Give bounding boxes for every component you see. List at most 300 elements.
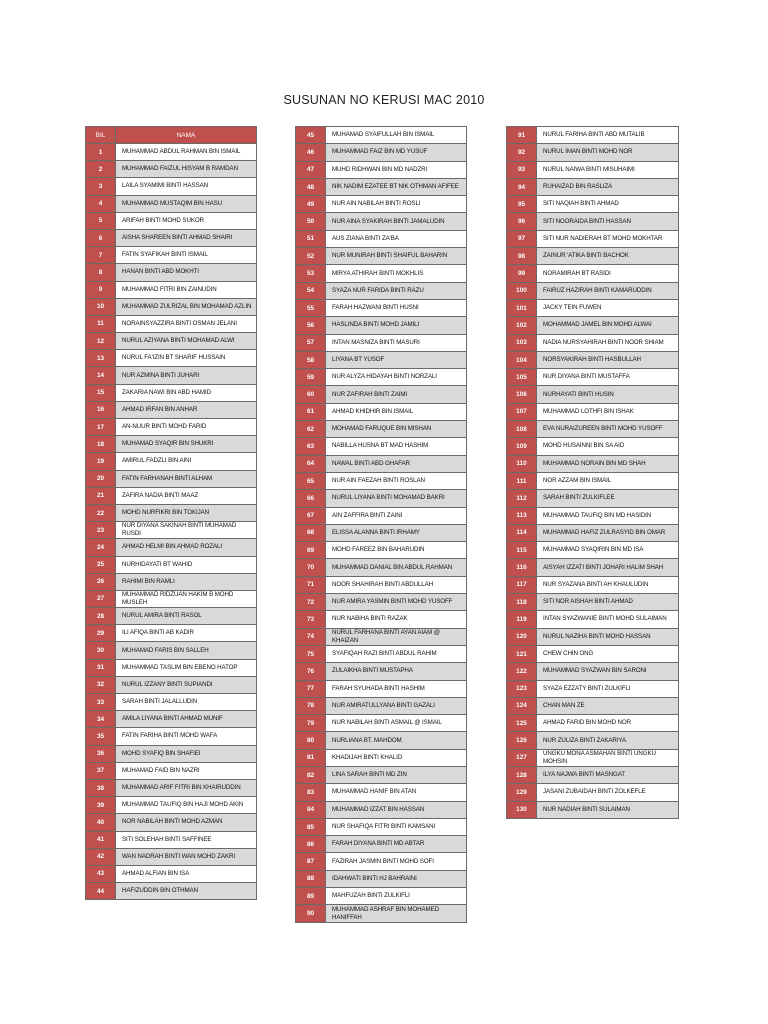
student-name: ELISSA ALANNA BINTI IRHAMY <box>326 524 467 541</box>
seat-number: 97 <box>507 230 537 247</box>
table-row <box>296 870 467 887</box>
table-row <box>86 315 257 332</box>
seat-number: 95 <box>507 196 537 213</box>
seat-number: 4 <box>86 195 116 212</box>
table-row <box>296 559 467 576</box>
table-row <box>296 334 467 351</box>
seat-number: 72 <box>296 594 326 611</box>
seat-table-3 <box>506 126 679 819</box>
seat-table-1 <box>85 126 257 900</box>
student-name: AHMAD IRFAN BIN ANHAR <box>116 401 257 418</box>
table-row <box>86 178 257 195</box>
table-row <box>507 455 679 472</box>
seat-number: 124 <box>507 697 537 714</box>
seat-number: 17 <box>86 419 116 436</box>
seat-number: 27 <box>86 590 116 607</box>
seat-number: 21 <box>86 487 116 504</box>
table-row <box>507 265 679 282</box>
student-name: NUR AMIRA YASMIN BINTI MOHD YUSOFF <box>326 594 467 611</box>
table-row <box>507 213 679 230</box>
student-name: MUHAMMAD FAIZUL HISYAM B RAMDAN <box>116 161 257 178</box>
table-row <box>296 732 467 749</box>
table-row <box>507 559 679 576</box>
table-row <box>86 745 257 762</box>
seat-number: 14 <box>86 367 116 384</box>
table-row <box>507 282 679 299</box>
seat-number: 59 <box>296 369 326 386</box>
table-row <box>86 865 257 882</box>
table-row <box>507 144 679 161</box>
table-row <box>86 797 257 814</box>
seat-number: 117 <box>507 576 537 593</box>
table-row <box>86 487 257 504</box>
table-row <box>507 611 679 628</box>
table-row <box>507 801 679 818</box>
student-name: NURUL NAZIHA BINTI MOHD HASSAN <box>537 628 679 645</box>
seat-number: 92 <box>507 144 537 161</box>
student-name: NURUL FARIHA BINTI ABD MUTALIB <box>537 127 679 144</box>
seat-number: 80 <box>296 732 326 749</box>
student-name: AHMAD KHIDHIR BIN ISMAIL <box>326 403 467 420</box>
student-name: ZULAIKHA BINTI MUSTAPHA <box>326 663 467 680</box>
header-nama: NAMA <box>116 127 257 144</box>
seat-number: 74 <box>296 628 326 645</box>
student-name: IDAHWATI BINTI HJ BAHRAINI <box>326 870 467 887</box>
seat-number: 12 <box>86 333 116 350</box>
student-name: NURUL LIYANA BINTI MOHAMAD BAKRI <box>326 490 467 507</box>
table-row <box>296 888 467 905</box>
student-name: NADIA NURSYAHIRAH BINTI NOOR SHIAM <box>537 334 679 351</box>
student-name: ZAINUR 'ATIKA BINTI BACHOK <box>537 248 679 265</box>
table-row <box>296 784 467 801</box>
table-row <box>507 490 679 507</box>
table-row <box>296 386 467 403</box>
student-name: NUR SYAZANA BINTI AH KHAULUDIN <box>537 576 679 593</box>
seat-number: 88 <box>296 870 326 887</box>
table-row <box>296 127 467 144</box>
student-name: FAZIRAH JASMIN BINTI MOHD SOFI <box>326 853 467 870</box>
student-name: FATIN FARHANAH BINTI ALHAM <box>116 470 257 487</box>
student-name: MOHD NURFIKRI BIN TOKIJAN <box>116 504 257 521</box>
table-row <box>296 248 467 265</box>
student-name: MUHAMMAD RIDZUAN HAKIM B MOHD MUSLEH <box>116 590 257 607</box>
table-row <box>86 144 257 161</box>
seat-number: 112 <box>507 490 537 507</box>
seat-number: 69 <box>296 542 326 559</box>
student-name: MUHAMMAD ABDUL RAHMAN BIN ISMAIL <box>116 144 257 161</box>
student-name: NURUL FARHANA BINTI AYAN AIAM @ KHAIZAN <box>326 628 467 645</box>
student-name: NUR AZMINA BINTI JUHARI <box>116 367 257 384</box>
seat-number: 85 <box>296 818 326 835</box>
student-name: NURHAYATI BINTI HUSIN <box>537 386 679 403</box>
student-name: RAHIMI BIN RAMLI <box>116 573 257 590</box>
seat-number: 102 <box>507 317 537 334</box>
seat-number: 24 <box>86 539 116 556</box>
student-name: CHAN MAN ZE <box>537 697 679 714</box>
table-row <box>86 608 257 625</box>
seat-number: 116 <box>507 559 537 576</box>
seat-number: 50 <box>296 213 326 230</box>
student-name: SITI SOLEHAH BINTI SAFFINEE <box>116 831 257 848</box>
student-name: JASANI ZUBAIDAH BINTI ZOLKEFLE <box>537 784 679 801</box>
student-name: AMIRUL FADZLI BIN AINI <box>116 453 257 470</box>
table-row <box>296 161 467 178</box>
table-row <box>507 334 679 351</box>
seat-number: 90 <box>296 905 326 922</box>
seat-number: 56 <box>296 317 326 334</box>
table-row <box>86 401 257 418</box>
table-row <box>86 470 257 487</box>
student-name: SYAFIQAH RAZI BINTI ABDUL RAHIM <box>326 645 467 662</box>
student-name: MUHAMAD FARIS BIN SALLEH <box>116 642 257 659</box>
student-name: INTAN MASNIZA BINTI MASURI <box>326 334 467 351</box>
seat-number: 77 <box>296 680 326 697</box>
table-row <box>296 265 467 282</box>
seat-number: 11 <box>86 315 116 332</box>
seat-number: 28 <box>86 608 116 625</box>
table-row <box>296 766 467 783</box>
student-name: NURUL FA'IZIN BT SHARIF HUSSAIN <box>116 350 257 367</box>
student-name: SITI NOR AISHAH BINTI AHMAD <box>537 594 679 611</box>
student-name: MOHD SYAFIQ BIN SHAFIEI <box>116 745 257 762</box>
student-name: ZAFIRA NADIA BINTI MAAZ <box>116 487 257 504</box>
student-name: NUR ZAFIRAH BINTI ZAIMI <box>326 386 467 403</box>
table-row <box>86 453 257 470</box>
table-row <box>507 732 679 749</box>
student-name: ARIFAH BINTI MOHD SUKOR <box>116 212 257 229</box>
table-row <box>86 556 257 573</box>
student-name: NURUL AZIYANA BINTI MOHAMAD ALWI <box>116 333 257 350</box>
seat-number: 71 <box>296 576 326 593</box>
table-row <box>86 298 257 315</box>
table-row <box>86 762 257 779</box>
student-name: MUHAMMAD LOTHFI BIN ISHAK <box>537 403 679 420</box>
seat-number: 61 <box>296 403 326 420</box>
table-row <box>507 594 679 611</box>
seat-number: 109 <box>507 438 537 455</box>
table-row <box>507 299 679 316</box>
seat-table-2 <box>295 126 467 923</box>
table-row <box>86 333 257 350</box>
seat-number: 65 <box>296 472 326 489</box>
student-name: LINA SARAH BINTI MD ZIN <box>326 766 467 783</box>
table-row <box>296 455 467 472</box>
table-row <box>86 195 257 212</box>
seat-number: 37 <box>86 762 116 779</box>
seat-number: 76 <box>296 663 326 680</box>
student-name: MUHAMAD SYAQIR BIN SHUKRI <box>116 436 257 453</box>
seat-number: 113 <box>507 507 537 524</box>
table-row <box>86 384 257 401</box>
table-row <box>86 212 257 229</box>
student-name: MOHAMMAD JAMEL BIN MOHD ALWAI <box>537 317 679 334</box>
seat-number: 60 <box>296 386 326 403</box>
seat-number: 16 <box>86 401 116 418</box>
student-name: AHMAD FARID BIN MOHD NOR <box>537 715 679 732</box>
table-row <box>296 801 467 818</box>
table-row <box>296 818 467 835</box>
table-row <box>86 694 257 711</box>
student-name: SITI NAQIAH BINTI AHMAD <box>537 196 679 213</box>
student-name: MUHAMAD SYAIFULLAH BIN ISMAIL <box>326 127 467 144</box>
table-row <box>296 317 467 334</box>
seat-number: 81 <box>296 749 326 766</box>
table-row <box>296 853 467 870</box>
student-name: FARAH HAZWANI BINTI HUSNI <box>326 299 467 316</box>
seat-number: 103 <box>507 334 537 351</box>
student-name: HASLINDA BINTI MOHD JAMILI <box>326 317 467 334</box>
student-name: NAWAL BINTI ABD GHAFAR <box>326 455 467 472</box>
table-row <box>507 749 679 766</box>
seat-number: 66 <box>296 490 326 507</box>
student-name: NUR AMIRATULLYANA BINTI GAZALI <box>326 697 467 714</box>
table-row <box>296 576 467 593</box>
student-name: SYAZA NUR FARIDA BINTI RAZU <box>326 282 467 299</box>
seat-number: 53 <box>296 265 326 282</box>
student-name: MUHAMMAD IZZAT BIN HASSAN <box>326 801 467 818</box>
table-row <box>507 507 679 524</box>
student-name: NUR NADIAH BINTI SULAIMAN <box>537 801 679 818</box>
seat-number: 110 <box>507 455 537 472</box>
seat-number: 84 <box>296 801 326 818</box>
table-row <box>86 711 257 728</box>
table-row <box>296 507 467 524</box>
seat-number: 58 <box>296 351 326 368</box>
table-row <box>86 831 257 848</box>
student-name: NABILLA HUSNA BT MAD HASHIM <box>326 438 467 455</box>
student-name: NUR AINA SYAKIRAH BINTI JAMALUDIN <box>326 213 467 230</box>
table-row <box>507 317 679 334</box>
student-name: MOHAMAD FARUQUE BIN MISHAN <box>326 421 467 438</box>
seat-number: 100 <box>507 282 537 299</box>
seat-number: 34 <box>86 711 116 728</box>
seat-number: 15 <box>86 384 116 401</box>
table-row <box>296 213 467 230</box>
student-name: FARAH DIYANA BINTI MD ABTAR <box>326 836 467 853</box>
table-row <box>507 766 679 783</box>
seat-number: 78 <box>296 697 326 714</box>
seat-number: 57 <box>296 334 326 351</box>
table-row <box>507 178 679 195</box>
table-row <box>296 524 467 541</box>
student-name: AISHA SHAREEN BINTI AHMAD SHAIRI <box>116 229 257 246</box>
table-row <box>86 161 257 178</box>
seat-number: 127 <box>507 749 537 766</box>
table-row <box>507 248 679 265</box>
table-row <box>296 144 467 161</box>
table-row <box>296 749 467 766</box>
seat-number: 40 <box>86 814 116 831</box>
table-row <box>507 697 679 714</box>
student-name: NURUL IMAN BINTI MOHD NOR <box>537 144 679 161</box>
table-row <box>296 282 467 299</box>
table-row <box>296 836 467 853</box>
student-name: NUR SHAFIQA FITRI BINTI KAMSANI <box>326 818 467 835</box>
seat-number: 86 <box>296 836 326 853</box>
seat-number: 30 <box>86 642 116 659</box>
seat-number: 96 <box>507 213 537 230</box>
table-row <box>507 680 679 697</box>
seat-number: 106 <box>507 386 537 403</box>
table-row <box>507 421 679 438</box>
student-name: MOHD FAREEZ BIN BAHARUDIN <box>326 542 467 559</box>
seat-number: 38 <box>86 779 116 796</box>
seat-number: 83 <box>296 784 326 801</box>
student-name: MUHAMAD FAID BIN NAZRI <box>116 762 257 779</box>
table-row <box>86 350 257 367</box>
student-name: NUR ALYZA HIDAYAH BINTI NORZALI <box>326 369 467 386</box>
table-row <box>86 659 257 676</box>
table-row <box>507 524 679 541</box>
student-name: FATIN SYAFIKAH BINTI ISMAIL <box>116 247 257 264</box>
seat-number: 93 <box>507 161 537 178</box>
student-name: MUHAMMAD ARIF FITRI BIN KHAIRUDDIN <box>116 779 257 796</box>
seat-number: 22 <box>86 504 116 521</box>
table-row <box>296 628 467 645</box>
seat-number: 43 <box>86 865 116 882</box>
table-row <box>86 504 257 521</box>
student-name: NORAMIRAH BT RASIDI <box>537 265 679 282</box>
student-name: NURUL IZZANY BINTI SUPIANDI <box>116 676 257 693</box>
seat-number: 122 <box>507 663 537 680</box>
seat-number: 125 <box>507 715 537 732</box>
seat-number: 39 <box>86 797 116 814</box>
table-row <box>296 663 467 680</box>
seat-number: 6 <box>86 229 116 246</box>
seat-number: 35 <box>86 728 116 745</box>
table-row <box>296 594 467 611</box>
seat-number: 49 <box>296 196 326 213</box>
seat-number: 3 <box>86 178 116 195</box>
seat-number: 48 <box>296 178 326 195</box>
table-row <box>507 351 679 368</box>
seat-number: 114 <box>507 524 537 541</box>
seat-number: 18 <box>86 436 116 453</box>
seat-number: 36 <box>86 745 116 762</box>
table-row <box>507 386 679 403</box>
seat-number: 26 <box>86 573 116 590</box>
table-row <box>296 438 467 455</box>
student-name: AIN ZAFFIRA BINTI ZAINI <box>326 507 467 524</box>
student-name: NUR ZULIZA BINTI ZAKARIYA <box>537 732 679 749</box>
seat-number: 10 <box>86 298 116 315</box>
seat-number: 45 <box>296 127 326 144</box>
table-row <box>296 905 467 922</box>
student-name: AISYAH IZZATI BINTI JOHARI HALIM SHAH <box>537 559 679 576</box>
table-row <box>296 472 467 489</box>
seat-number: 33 <box>86 694 116 711</box>
student-name: MUHAMMAD SYAZWAN BIN SARONI <box>537 663 679 680</box>
student-name: UNGKU MONA ASMAHAN BINTI UNGKU MOHSIN <box>537 749 679 766</box>
student-name: MOHD HUSAINNI BIN SA AID <box>537 438 679 455</box>
student-name: LAILA SYAMIMI BINTI HASSAN <box>116 178 257 195</box>
student-name: SARAH BINTI JALALLUDIN <box>116 694 257 711</box>
table-row <box>507 542 679 559</box>
student-name: MUHAMMAD TAUFIQ BIN MD HASIDIN <box>537 507 679 524</box>
seat-number: 5 <box>86 212 116 229</box>
table-row <box>86 281 257 298</box>
student-name: FARAH SYUHADA BINTI HASHIM <box>326 680 467 697</box>
student-name: NUR AIN NABILAH BINTI ROSLI <box>326 196 467 213</box>
table-row <box>507 715 679 732</box>
student-name: AMILA LIYANA BINTI AHMAD MUNIF <box>116 711 257 728</box>
student-name: MUHD RIDHWAN BIN MD NADZRI <box>326 161 467 178</box>
table-row <box>296 680 467 697</box>
student-name: MUHAMMAD TASLIM BIN EBENO HATOP <box>116 659 257 676</box>
student-name: MUHAMMAD SYAQIRIN BIN MD ISA <box>537 542 679 559</box>
seat-number: 63 <box>296 438 326 455</box>
student-name: ILYA NAJWA BINTI MASNGAT <box>537 766 679 783</box>
seat-number: 9 <box>86 281 116 298</box>
student-name: SITI NOORAIDA BINTI HASSAN <box>537 213 679 230</box>
header-bil: BIL <box>86 127 116 144</box>
student-name: RUHAIZAD BIN RASLIZA <box>537 178 679 195</box>
student-name: MUHAMMAD DANIAL BIN ABDUL RAHMAN <box>326 559 467 576</box>
student-name: MIRYA ATHIRAH BINTI MOKHLIS <box>326 265 467 282</box>
table-row <box>507 472 679 489</box>
table-row <box>86 247 257 264</box>
seat-number: 91 <box>507 127 537 144</box>
student-name: AHMAD HELMI BIN AHMAD ROZALI <box>116 539 257 556</box>
table-row <box>86 436 257 453</box>
seat-number: 67 <box>296 507 326 524</box>
student-name: MUHAMMAD HAFIZ ZULRASYID BIN OMAR <box>537 524 679 541</box>
seat-number: 46 <box>296 144 326 161</box>
table-row <box>296 697 467 714</box>
seat-number: 130 <box>507 801 537 818</box>
table-row <box>507 161 679 178</box>
table-row <box>507 196 679 213</box>
seat-number: 94 <box>507 178 537 195</box>
student-name: NUR DIYANA SAKINAH BINTI MUHAMAD RUSDI <box>116 522 257 539</box>
student-name: HAFIZUDDIN BIN OTHMAN <box>116 883 257 900</box>
table-row <box>86 779 257 796</box>
student-name: SITI NUR NADIERAH BT MOHD MOKHTAR <box>537 230 679 247</box>
student-name: EVA NURAIZUREEN BINTI MOHD YUSOFF <box>537 421 679 438</box>
seat-number: 25 <box>86 556 116 573</box>
seat-number: 55 <box>296 299 326 316</box>
student-name: NUR NABILAH BINTI ASMAIL @ ISMAIL <box>326 715 467 732</box>
table-row <box>86 419 257 436</box>
table-row <box>296 178 467 195</box>
seat-number: 13 <box>86 350 116 367</box>
student-name: NOOR SHAHIRAH BINTI ABDULLAH <box>326 576 467 593</box>
student-name: LIYANA BT YUSOF <box>326 351 467 368</box>
seat-number: 23 <box>86 522 116 539</box>
table-row <box>296 490 467 507</box>
student-name: MUHAMMAD MUSTAQIM BIN HASU <box>116 195 257 212</box>
student-name: KHADIJAH BINTI KHALID <box>326 749 467 766</box>
seat-number: 32 <box>86 676 116 693</box>
table-row <box>507 628 679 645</box>
seat-number: 104 <box>507 351 537 368</box>
seat-number: 44 <box>86 883 116 900</box>
seat-number: 20 <box>86 470 116 487</box>
student-name: NOR NABILAH BINTI MOHD AZMAN <box>116 814 257 831</box>
seat-number: 1 <box>86 144 116 161</box>
table-row <box>86 814 257 831</box>
student-name: NORAINSYAZZIRA BINTI OSMAN JELANI <box>116 315 257 332</box>
student-name: MUHAMMAD HANIF BIN ATAN <box>326 784 467 801</box>
student-name: INTAN SYAZWANIE BINTI MOHD SULAIMAN <box>537 611 679 628</box>
student-name: MAHFUZAH BINTI ZULKIFLI <box>326 888 467 905</box>
table-row <box>296 611 467 628</box>
student-name: NORSYAKIRAH BINTI HASBULLAH <box>537 351 679 368</box>
seat-number: 98 <box>507 248 537 265</box>
student-name: AHMAD ALFIAN BIN ISA <box>116 865 257 882</box>
student-name: MUHAMMAD TAUFIQ BIN HAJI MOHD AKIN <box>116 797 257 814</box>
seat-number: 8 <box>86 264 116 281</box>
